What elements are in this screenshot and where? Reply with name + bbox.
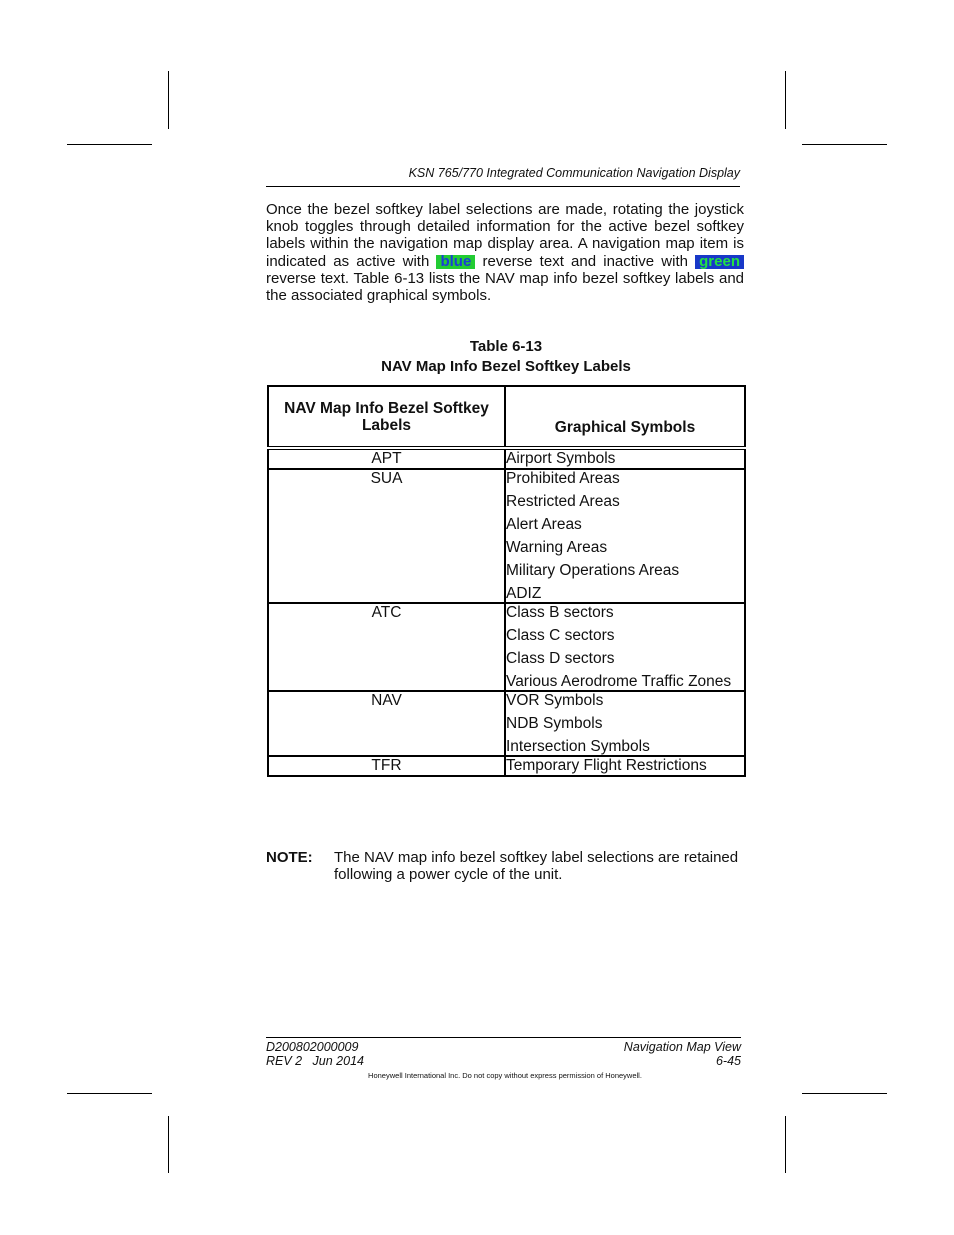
column-header-labels: NAV Map Info Bezel Softkey Labels [268,386,505,448]
note-label: NOTE: [266,849,313,866]
intro-text: reverse text. Table 6-13 lists the NAV map info bezel softkey labels and the associated graphical symbols. [266,269,744,305]
table-number: Table 6-13 [469,338,543,355]
crop-mark [67,1093,152,1094]
softkey-label-cell: TFR [268,756,505,776]
graphical-symbols-cell [505,756,745,776]
crop-mark [67,144,152,145]
intro-paragraph [266,201,744,304]
crop-mark [785,71,786,129]
copyright-notice: Honeywell International Inc. Do not copy without express permission of Honeywell. [368,1071,642,1080]
symbol-item: Class D sectors [506,650,615,667]
table-title: NAV Map Info Bezel Softkey Labels [381,358,631,375]
crop-mark [168,1116,169,1173]
table-row [268,603,745,691]
intro-text: Once the bezel softkey label selections are made, rotating the joystick knob toggles through detailed information for the active bezel softkey labels within the navigation map display area. A navigation map item is indicated as active with [266,201,744,270]
softkey-table [267,385,746,777]
inactive-green-chip: green [695,255,744,269]
column-header-symbols: Graphical Symbols [505,386,745,448]
crop-mark [802,1093,887,1094]
graphical-symbols-cell [505,448,745,469]
note [266,849,746,883]
doc-number: D200802000009 [266,1040,359,1054]
symbol-item: Alert Areas [506,516,582,533]
symbol-item: Class C sectors [506,627,615,644]
symbol-item: Prohibited Areas [506,470,620,487]
section-name: Navigation Map View [623,1040,741,1054]
softkey-label-cell: NAV [268,691,505,756]
crop-mark [785,1116,786,1173]
note-text: The NAV map info bezel softkey label selections are retained following a power cycle of the unit. [334,849,739,883]
footer-left [266,1040,364,1068]
table-row [268,756,745,776]
softkey-label-cell: SUA [268,469,505,603]
symbol-item: Class B sectors [506,604,614,621]
table-header-row [268,386,745,448]
active-blue-chip: blue [436,255,475,269]
table-row [268,448,745,469]
graphical-symbols-cell [505,691,745,756]
crop-mark [802,144,887,145]
symbol-item: Military Operations Areas [506,562,680,579]
revision: REV 2 Jun 2014 [266,1054,364,1068]
symbol-item: Warning Areas [506,539,608,556]
footer-rule [266,1037,741,1038]
symbol-item: Temporary Flight Restrictions [506,757,707,774]
page-number: 6-45 [715,1054,741,1068]
graphical-symbols-cell [505,469,745,603]
symbol-item: VOR Symbols [506,692,604,709]
softkey-label-cell: ATC [268,603,505,691]
footer-right [624,1040,741,1068]
header-rule [266,186,740,187]
table-body [268,448,745,776]
table-row [268,691,745,756]
softkey-label-cell: APT [268,448,505,469]
running-header: KSN 765/770 Integrated Communication Navigation Display [408,166,740,180]
crop-mark [168,71,169,129]
table-row [268,469,745,603]
graphical-symbols-cell [505,603,745,691]
symbol-item: ADIZ [506,585,542,602]
symbol-item: Intersection Symbols [506,738,650,755]
table-caption [266,337,746,377]
symbol-item: NDB Symbols [506,715,603,732]
intro-text: reverse text and inactive with [475,252,696,270]
symbol-item: Airport Symbols [506,450,616,467]
symbol-item: Various Aerodrome Traffic Zones [506,673,732,690]
symbol-item: Restricted Areas [506,493,620,510]
